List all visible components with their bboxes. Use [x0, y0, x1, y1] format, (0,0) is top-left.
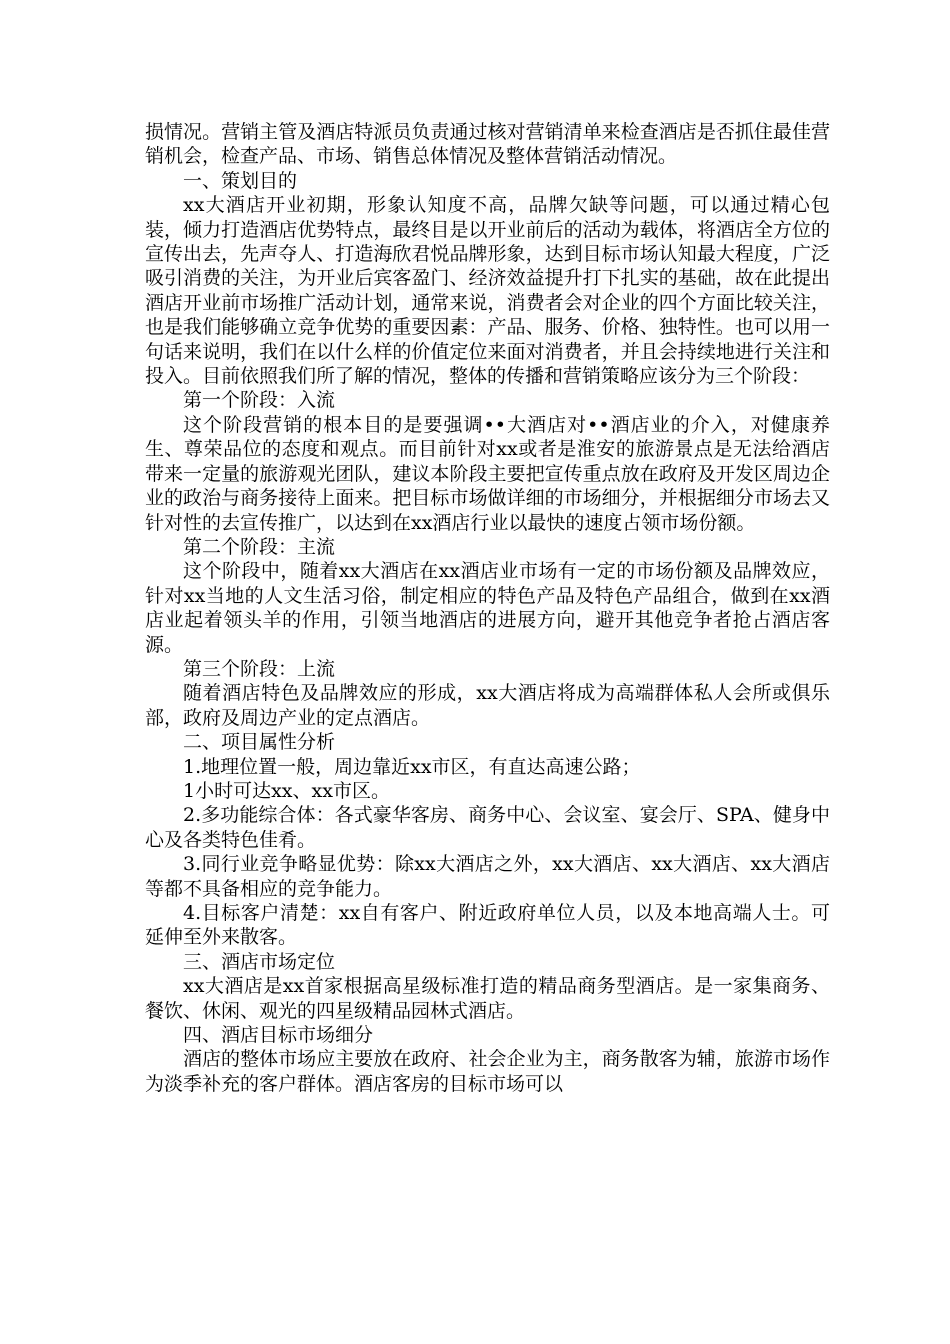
stage-heading: 第二个阶段：主流 [183, 535, 336, 558]
list-item: 1小时可达xx、xx市区。 [183, 779, 390, 802]
section-heading: 三、酒店市场定位 [183, 950, 336, 973]
list-item: 1.地理位置一般，周边靠近xx市区，有直达高速公路； [183, 755, 641, 778]
list-item: 3.同行业竞争略显优势：除xx大酒店之外，xx大酒店、xx大酒店、xx大酒店等都不具备相应的竞争能力。 [145, 853, 830, 900]
paragraph: 随着酒店特色及品牌效应的形成，xx大酒店将成为高端群体私人会所或俱乐部，政府及周边产业的定点酒店。 [145, 682, 830, 729]
paragraph: 这个阶段中，随着xx大酒店在xx酒店业市场有一定的市场份额及品牌效应，针对xx当地的人文生活习俗，制定相应的特色产品及特色产品组合，做到在xx酒店业起着领头羊的作用，引领当地酒店的进展方向，避开其他竞争者抢占酒店客源。 [145, 560, 830, 656]
list-item: 4.目标客户清楚：xx自有客户、附近政府单位人员，以及本地高端人士。可延伸至外来散客。 [145, 902, 830, 949]
paragraph: xx大酒店开业初期，形象认知度不高，品牌欠缺等问题，可以通过精心包装，倾力打造酒店优势特点，最终目是以开业前后的活动为载体，将酒店全方位的宣传出去，先声夺人、打造海欣君悦品牌形象，达到目标市场认知最大程度，广泛吸引消费的关注，为开业后宾客盈门、经济效益提升打下扎实的基础，故在此提出酒店开业前市场推广活动计划，通常来说，消费者会对企业的四个方面比较关注，也是我们能够确立竞争优势的重要因素：产品、服务、价格、独特性。也可以用一句话来说明，我们在以什么样的价值定位来面对消费者，并且会持续地进行关注和投入。目前依照我们所了解的情况，整体的传播和营销策略应该分为三个阶段： [145, 194, 830, 388]
stage-heading: 第一个阶段：入流 [183, 389, 336, 412]
paragraph: 酒店的整体市场应主要放在政府、社会企业为主，商务散客为辅，旅游市场作为淡季补充的客户群体。酒店客房的目标市场可以 [145, 1048, 830, 1095]
stage-heading: 第三个阶段：上流 [183, 657, 336, 680]
list-item: 2.多功能综合体：各式豪华客房、商务中心、会议室、宴会厅、SPA、健身中心及各类特色佳肴。 [145, 804, 830, 851]
section-heading: 二、项目属性分析 [183, 731, 336, 754]
paragraph: 这个阶段营销的根本目的是要强调••大酒店对••酒店业的介入，对健康养生、尊荣品位的态度和观点。而目前针对xx或者是淮安的旅游景点是无法给酒店带来一定量的旅游观光团队，建议本阶段主要把宣传重点放在政府及开发区周边企业的政治与商务接待上面来。把目标市场做详细的市场细分，并根据细分市场去又针对性的去宣传推广，以达到在xx酒店行业以最快的速度占领市场份额。 [145, 413, 830, 534]
document-page [145, 120, 830, 1096]
section-heading: 四、酒店目标市场细分 [183, 1024, 374, 1047]
section-heading: 一、策划目的 [183, 169, 298, 192]
paragraph: 损情况。营销主管及酒店特派员负责通过核对营销清单来检查酒店是否抓住最佳营销机会，检查产品、市场、销售总体情况及整体营销活动情况。 [145, 121, 830, 168]
paragraph: xx大酒店是xx首家根据高星级标准打造的精品商务型酒店。是一家集商务、餐饮、休闲、观光的四星级精品园林式酒店。 [145, 975, 830, 1022]
